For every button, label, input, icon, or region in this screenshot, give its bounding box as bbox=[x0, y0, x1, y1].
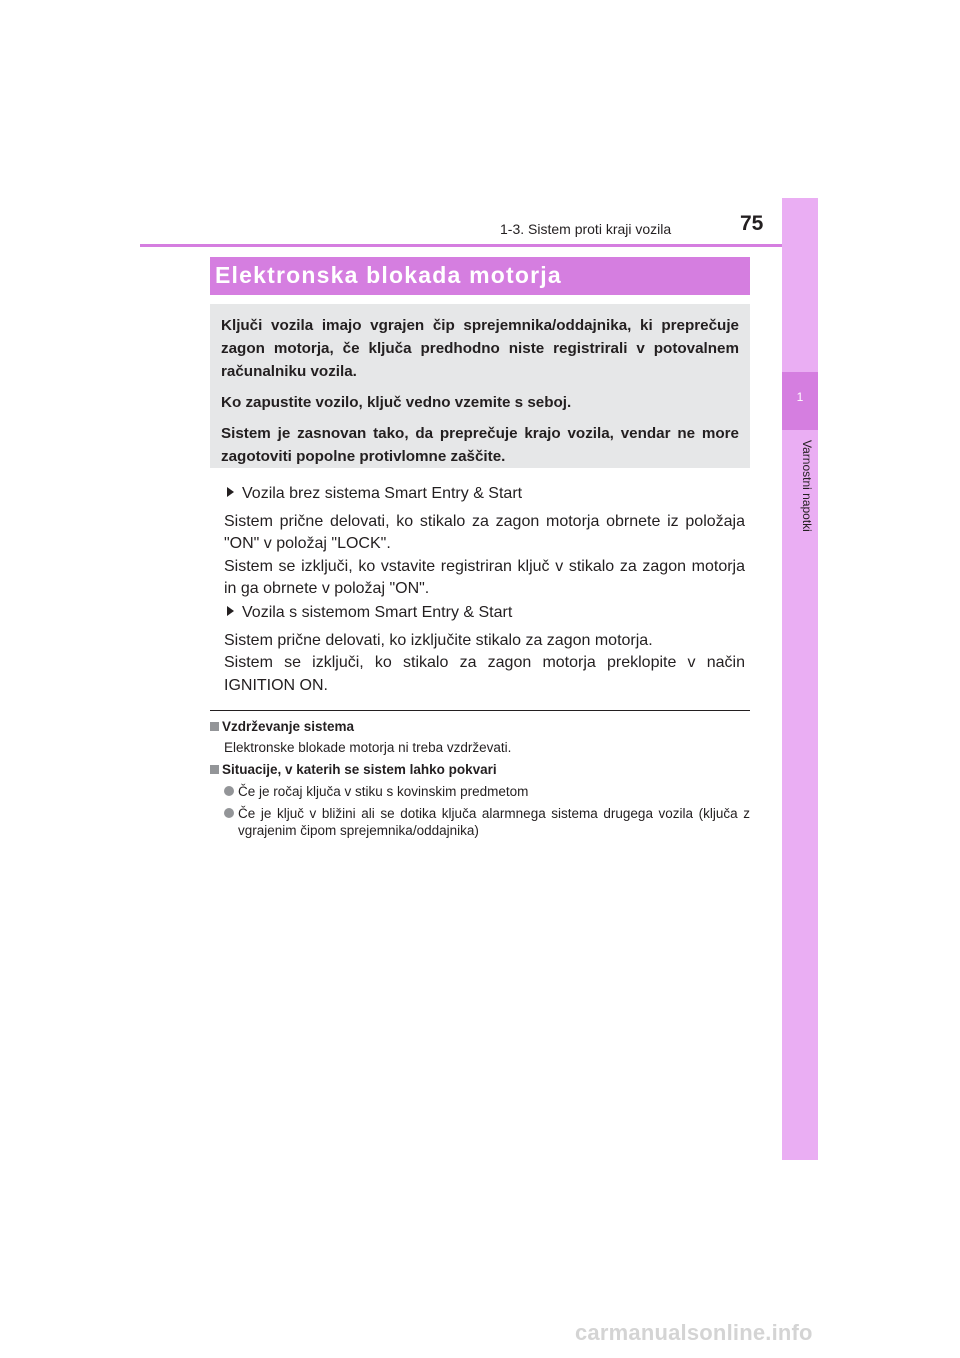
side-tab-chapter: 1 bbox=[796, 390, 804, 404]
side-tab-label: Varnostni napotki bbox=[800, 440, 814, 532]
variant-heading: Vozila s sistemom Smart Entry & Start bbox=[224, 602, 745, 625]
variant-block bbox=[224, 483, 745, 601]
round-bullet-icon bbox=[224, 786, 234, 796]
watermark: carmanualsonline.info bbox=[575, 1320, 813, 1345]
variant-heading: Vozila brez sistema Smart Entry & Start bbox=[224, 483, 745, 506]
round-bullet-icon bbox=[224, 808, 234, 818]
intro-paragraph: Sistem je zasnovan tako, da preprečuje krajo vozila, vendar ne more zagotoviti popolne protivlomne zaščite. bbox=[221, 425, 739, 465]
variant-text: Sistem prične delovati, ko izključite stikalo za zagon motorja. bbox=[224, 631, 653, 649]
square-bullet-icon bbox=[210, 722, 219, 731]
variant-block bbox=[224, 602, 745, 697]
note-text: Elektronske blokade motorja ni treba vzdrževati. bbox=[224, 740, 512, 755]
section-title: Elektronska blokada motorja bbox=[210, 257, 750, 295]
side-tab-bar bbox=[782, 198, 818, 1160]
square-bullet-icon bbox=[210, 765, 219, 774]
header-rule bbox=[140, 244, 818, 247]
intro-paragraph: Ključi vozila imajo vgrajen čip sprejemnika/oddajnika, ki preprečuje zagon motorja, če ključa predhodno niste registrirali v potovalnem računalniku vozila. bbox=[221, 317, 739, 380]
list-item: Če je ročaj ključa v stiku s kovinskim predmetom bbox=[224, 783, 750, 800]
intro-paragraph: Ko zapustite vozilo, ključ vedno vzemite s seboj. bbox=[221, 394, 572, 411]
variant-text: Sistem se izključi, ko stikalo za zagon motorja preklopite v način IGNITION ON. bbox=[224, 654, 745, 694]
section-divider bbox=[210, 710, 750, 711]
page-number: 75 bbox=[740, 212, 764, 235]
intro-box bbox=[210, 304, 750, 468]
note-heading: Vzdrževanje sistema bbox=[210, 719, 354, 734]
list-item: Če je ključ v bližini ali se dotika ključa alarmnega sistema drugega vozila (ključa z vgrajenim čipom sprejemnika/oddajnika) bbox=[224, 805, 750, 822]
variant-text: Sistem se izključi, ko vstavite registriran ključ v stikalo za zagon motorja in ga obrnete v položaj "ON". bbox=[224, 557, 745, 597]
note-heading: Situacije, v katerih se sistem lahko pokvari bbox=[210, 762, 497, 777]
triangle-bullet-icon bbox=[227, 487, 234, 497]
variant-text: Sistem prične delovati, ko stikalo za zagon motorja obrnete iz položaja "ON" v položaj "LOCK". bbox=[224, 512, 745, 552]
breadcrumb: 1-3. Sistem proti kraji vozila bbox=[500, 221, 672, 237]
triangle-bullet-icon bbox=[227, 606, 234, 616]
